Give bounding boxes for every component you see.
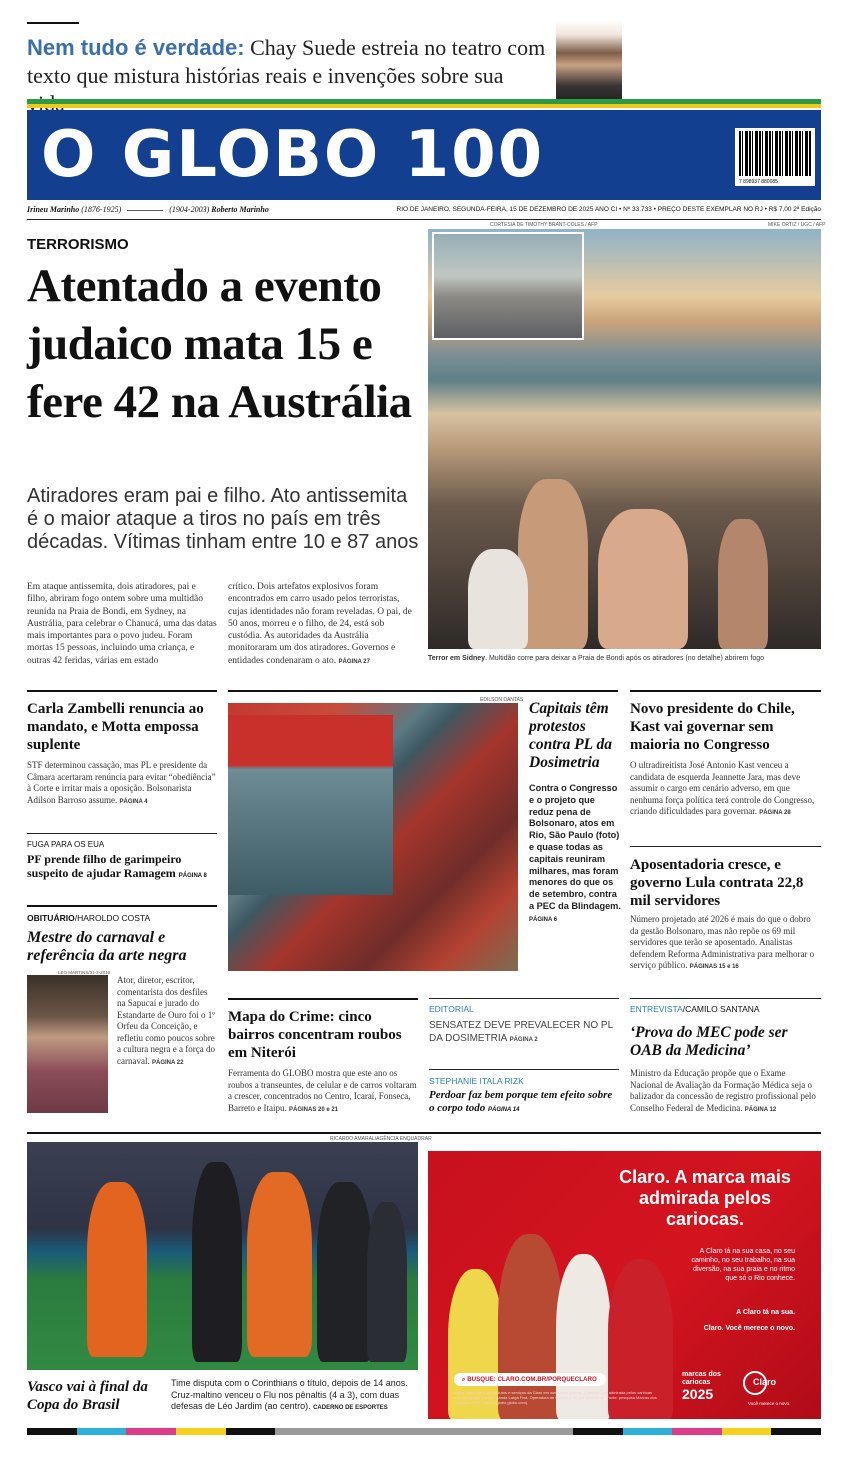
section-rule	[27, 1132, 821, 1134]
lead-page-ref[interactable]: PÁGINA 27	[338, 658, 370, 665]
mapa-page-ref[interactable]: PÁGINAS 20 e 21	[288, 1106, 339, 1113]
teaser-kicker: Nem tudo é verdade:	[27, 35, 245, 60]
founder1: Irineu Marinho	[27, 205, 80, 214]
mapa-body	[228, 1068, 418, 1116]
lead-body-col1: Em ataque antissemita, dois atiradores, pai e filho, abriram fogo ontem sobre uma multidão reunida na Praia de Bondi, em Sydney, na Austrália, para celebrar o Chanucá, uma das datas mais importantes para o povo judeu. Foram mortas 15 pessoas, incluindo uma criança, e outras 42 feridas, várias em estado	[27, 582, 217, 666]
mapa-text: Ferramenta do GLOBO mostra que este ano os roubos a transeuntes, de celular e de carros voltaram a crescer, concentrados no Centro, Icaraí, Fonseca, Barreto e Itaipu.	[228, 1068, 417, 1113]
divider	[27, 833, 217, 834]
fuga-headline-text: PF prende filho de garimpeiro suspeito de ajudar Ramagem	[27, 852, 182, 880]
ad-fine-print: Saiba mais sobre os produtos e serviços da Claro em www.claro.com.br. A marca mais admirada pelos cariocas nas categorias Internet Banda Larga Fixa, Operadora de Celular e TV por Assinatura. Fonte: pesquisa Marcas dos Cariocas 2025 (https://oglobo.globo.com).	[454, 1390, 657, 1405]
sports-body	[171, 1378, 421, 1415]
marcas-text: marcas dos cariocas	[682, 1371, 721, 1386]
section-rule	[228, 998, 418, 1000]
obituary-body	[117, 975, 217, 1069]
section-rule	[630, 998, 821, 999]
color-swatch	[474, 1428, 524, 1435]
chile-headline[interactable]: Novo presidente do Chile, Kast vai governar sem maioria no Congresso	[630, 701, 795, 753]
sports-text: Time disputa com o Corinthians o título, depois de 14 anos. Cruz-maltino venceu o Flu nos pênaltis (4 a 3), com duas defesas de Léo Jardim (ao centro).	[171, 1378, 408, 1411]
yellow-stripe	[27, 104, 821, 108]
protest-body	[529, 783, 621, 927]
zambelli-body	[27, 760, 217, 808]
barcode-bars	[739, 131, 811, 176]
photo-figure	[317, 1182, 372, 1362]
photo-figure	[367, 1202, 407, 1362]
obituary-page-ref[interactable]: PÁGINA 22	[151, 1059, 184, 1066]
founders-line	[27, 205, 269, 214]
protest-headline[interactable]: Capitais têm protestos contra PL da Dosimetria	[529, 700, 612, 771]
rizk-kicker: STEPHANIE ITALA RIZK	[429, 1076, 524, 1086]
teaser-text: Chay Suede estreia no teatro com texto que mistura histórias reais e invenções sobre sua	[27, 35, 546, 88]
interview-page-ref[interactable]: PÁGINA 12	[744, 1106, 777, 1113]
caption-text: . Multidão corre para deixar a Praia de Bondi após os atiradores (no detalhe) abrirem fogo	[485, 655, 765, 662]
ad-search-text: BUSQUE: CLARO.COM.BR/PORQUECLARO	[467, 1376, 597, 1383]
lead-body-col2	[228, 581, 418, 668]
barcode	[735, 128, 815, 186]
color-swatch	[573, 1428, 623, 1435]
rizk-page-ref[interactable]: PÁGINA 14	[487, 1107, 520, 1113]
ad-tagline: Você merece o novo.	[748, 1401, 791, 1406]
fuga-headline[interactable]	[27, 852, 217, 883]
photo-figure	[468, 549, 528, 649]
color-swatch	[722, 1428, 772, 1435]
editorial-page-ref[interactable]: PÁGINA 2	[509, 1037, 538, 1043]
color-swatch	[523, 1428, 573, 1435]
info-rule	[27, 219, 821, 220]
color-swatch	[275, 1428, 325, 1435]
aposentadoria-body	[630, 914, 820, 974]
caption-bold: Terror em Sidney	[428, 655, 486, 662]
lead-headline[interactable]: Atentado a evento judaico mata 15 e fere 42 na Austrália	[27, 260, 412, 428]
color-swatch	[226, 1428, 276, 1435]
founder1-years: (1876-1925)	[79, 205, 122, 214]
obituary-photo-credit: LEO MARTINS/31-3-2016	[58, 970, 111, 975]
photo-figure	[247, 1172, 312, 1357]
zambelli-page-ref[interactable]: PÁGINA 4	[119, 798, 148, 805]
photo-figure	[718, 519, 768, 649]
interview-text: Ministro da Educação propõe que o Exame Nacional de Avaliação da Formação Médica seja o balizador da concessão de registro profissional pelo Conselho Federal de Medicina.	[630, 1068, 816, 1113]
color-swatch	[27, 1428, 77, 1435]
fuga-kicker: FUGA PARA OS EUA	[27, 840, 105, 849]
editorial-kicker: EDITORIAL	[429, 1004, 474, 1014]
divider	[27, 905, 217, 907]
claro-logo-text: Claro	[753, 1377, 777, 1387]
aposentadoria-text: Número projetado até 2026 é mais do que o dobro da gestão Bolsonaro, mas não repõe os 69 mil servidores que terão se aposentado. Analistas defendem Reforma Administrativa para melhorar o serviço público.	[630, 914, 815, 970]
edition-line: RIO DE JANEIRO, SEGUNDA-FEIRA, 15 DE DEZEMBRO DE 2025 ANO CI • Nº 33.733 • PREÇO DESTE EXEMPLAR NO RJ • R$ 7,00 2ª Edição	[396, 206, 821, 213]
newspaper-logo: O GLOBO 100	[41, 118, 545, 192]
chile-text: O ultradireitista José Antonio Kast venceu a candidata de esquerda Jeannette Jara, mas deve assumir o cargo em cenário adverso, em que nenhuma força política terá controle do Congresso, criando dificuldades para governar.	[630, 760, 815, 816]
section-rule	[27, 690, 217, 692]
sports-photo-credit: RICARDO AMARAL/AGÊNCIA ENQUADRAR	[330, 1136, 432, 1142]
photo-figure	[598, 509, 688, 649]
claro-advertisement[interactable]	[428, 1151, 821, 1419]
interview-kicker	[630, 1004, 760, 1014]
divider	[429, 1069, 619, 1070]
ad-copy: A Claro tá na sua casa, no seu caminho, no seu trabalho, na sua diversão, na sua praia e no ritmo que só o Rio conhece.	[691, 1248, 795, 1282]
color-swatch	[126, 1428, 176, 1435]
aposentadoria-page-ref[interactable]: PÁGINAS 15 e 16	[689, 964, 739, 970]
color-swatch	[176, 1428, 226, 1435]
chile-page-ref[interactable]: PÁGINA 28	[759, 810, 791, 816]
section-rule	[228, 690, 618, 692]
lead-kicker: TERRORISMO	[27, 236, 129, 253]
interview-body	[630, 1068, 820, 1116]
protest-photo-building	[228, 715, 393, 895]
aposentadoria-headline[interactable]: Aposentadoria cresce, e governo Lula contrata 22,8 mil servidores	[630, 857, 804, 909]
chile-body	[630, 760, 820, 820]
teaser-rule	[27, 22, 79, 24]
marcas-dos-cariocas-logo	[682, 1371, 732, 1402]
color-swatch	[672, 1428, 722, 1435]
lead-photo-credit-inset: CORTESIA DE TIMOTHY BRANT-COLES / AFP	[490, 222, 598, 228]
lead-subhead: Atiradores eram pai e filho. Ato antissemita é o maior ataque a tiros no país em três décadas. Vítimas tinham entre 10 e 87 anos	[27, 485, 419, 553]
zambelli-text: STF determinou cassação, mas PL e presidente da Câmara acertaram renúncia para evitar “obediência” à Corte e irritar mais a oposição. Bolsonarista Adilson Barroso assume.	[27, 760, 216, 805]
section-rule	[429, 998, 619, 999]
sports-section-ref[interactable]: CADERNO DE ESPORTES	[313, 1405, 388, 1411]
sports-headline[interactable]: Vasco vai à final da Copa do Brasil	[27, 1379, 148, 1413]
founder2-years: (1904-2003)	[169, 205, 212, 214]
search-icon: ⌕	[462, 1376, 468, 1383]
color-swatch	[374, 1428, 424, 1435]
interview-headline[interactable]: ‘Prova do MEC pode ser OAB da Medicina’	[630, 1024, 788, 1059]
photo-figure	[192, 1162, 242, 1362]
section-rule	[630, 690, 821, 692]
photo-figure	[518, 479, 588, 649]
marcas-year: 2025	[682, 1386, 714, 1402]
sports-photo[interactable]	[27, 1142, 418, 1370]
editorial-headline[interactable]	[429, 1019, 619, 1047]
ad-headline: Claro. A marca mais admirada pelos cariocas.	[619, 1167, 791, 1229]
mapa-headline[interactable]: Mapa do Crime: cinco bairros concentram roubos em Niterói	[228, 1009, 402, 1061]
ornament	[127, 210, 163, 211]
obituary-kicker	[27, 913, 150, 923]
obituary-kicker-bold: OBITUÁRIO	[27, 913, 75, 923]
color-swatch	[771, 1428, 821, 1435]
obituary-text: Ator, diretor, escritor, comentarista dos desfiles na Sapucaí e jurado do Estandarte de Ouro foi o 1º Orfeu da Conceição, e refletiu como poucos sobre a cultura negra e a força do carnaval.	[117, 975, 216, 1066]
ad-claim: A Claro tá na sua.	[736, 1309, 795, 1316]
obituary-kicker-name: /HAROLDO COSTA	[74, 913, 151, 923]
color-registration-bar	[27, 1428, 821, 1435]
teaser-photo	[556, 20, 622, 102]
lead-inset-photo	[432, 232, 584, 340]
zambelli-headline[interactable]: Carla Zambelli renuncia ao mandato, e Motta empossa suplente	[27, 701, 204, 753]
rizk-headline-text: Perdoar faz bem porque tem efeito sobre o corpo todo	[429, 1089, 613, 1114]
obituary-photo	[27, 975, 108, 1113]
color-swatch	[623, 1428, 673, 1435]
lead-body-text: crítico. Dois artefatos explosivos foram encontrados em carro usado pelos terroristas, cujas identidades não foram reveladas. O pai, de 50 anos, morreu e o filho, de 24, está sob custódia. As autoridades da Austrália monitoraram um dos atiradores. Governos e entidades condenaram o ato.	[228, 582, 412, 666]
interview-kicker-name: /CAMILO SANTANA	[682, 1004, 760, 1014]
editorial-headline-text: SENSATEZ DEVE PREVALECER NO PL DA DOSIMETRIA	[429, 1020, 613, 1044]
ad-search-link[interactable]	[454, 1373, 606, 1386]
divider	[630, 846, 821, 847]
color-swatch	[325, 1428, 375, 1435]
color-swatch	[77, 1428, 127, 1435]
rizk-headline[interactable]	[429, 1089, 619, 1117]
ad-slogan: Claro. Você merece o novo.	[703, 1325, 795, 1332]
obituary-headline[interactable]: Mestre do carnaval e referência da arte negra	[27, 929, 187, 964]
photo-figure	[87, 1182, 147, 1357]
barcode-number: 7 898937 880085	[739, 179, 778, 185]
protest-text: Contra o Congresso e o projeto que reduz pena de Bolsonaro, atos em Rio, São Paulo (foto) e quase todas as capitais reuniram milhares, mas foram menores do que os de setembro, contra a PEC da Blindagem.	[529, 783, 621, 911]
protest-page-ref[interactable]: PÁGINA 6	[529, 916, 558, 923]
founder2: Roberto Marinho	[211, 205, 269, 214]
interview-kicker-label: ENTREVISTA	[630, 1004, 683, 1014]
lead-photo-credit: MIKE ORTIZ / UGC / AFP	[768, 222, 826, 228]
protest-photo-credit: EDILSON DANTAS	[480, 697, 524, 703]
lead-caption	[428, 655, 821, 662]
fuga-page-ref[interactable]: PÁGINA 8	[178, 873, 207, 879]
masthead	[27, 110, 821, 200]
color-swatch	[424, 1428, 474, 1435]
